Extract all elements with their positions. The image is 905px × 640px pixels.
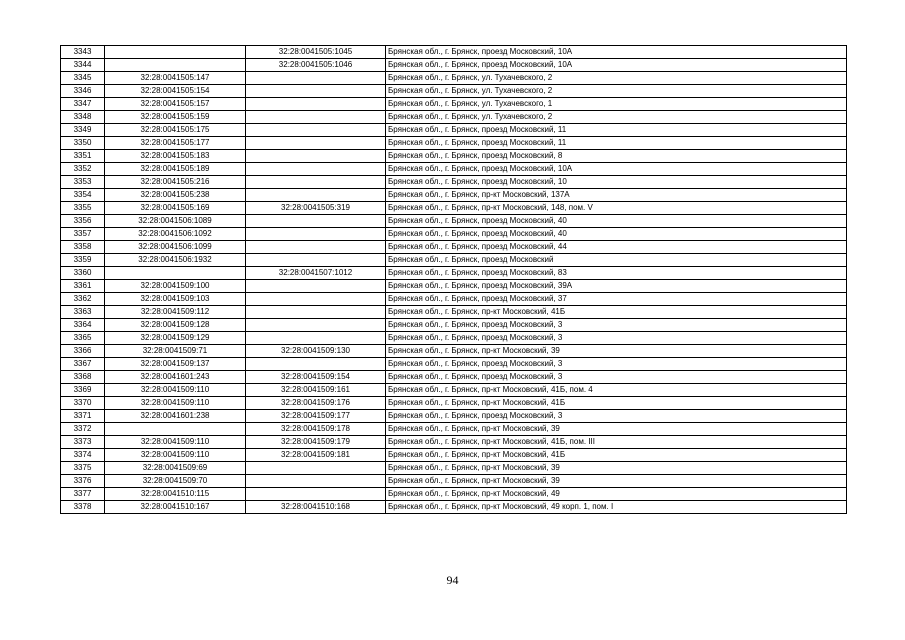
address-cell: Брянская обл., г. Брянск, проезд Московский, 40	[386, 215, 847, 228]
cadastral-number-cell: 32:28:0041509:100	[105, 280, 246, 293]
row-number-cell: 3355	[61, 202, 105, 215]
premises-cadastral-number-cell: 32:28:0041510:168	[246, 501, 386, 514]
cadastral-number-cell: 32:28:0041601:243	[105, 371, 246, 384]
premises-cadastral-number-cell	[246, 72, 386, 85]
address-cell: Брянская обл., г. Брянск, проезд Московский, 44	[386, 241, 847, 254]
row-number-cell: 3367	[61, 358, 105, 371]
address-cell: Брянская обл., г. Брянск, проезд Московский, 10	[386, 176, 847, 189]
table-row	[61, 384, 847, 397]
cadastral-number-cell: 32:28:0041506:1092	[105, 228, 246, 241]
table-row	[61, 410, 847, 423]
table-row	[61, 98, 847, 111]
row-number-cell: 3356	[61, 215, 105, 228]
premises-cadastral-number-cell	[246, 176, 386, 189]
cadastral-number-cell: 32:28:0041505:169	[105, 202, 246, 215]
premises-cadastral-number-cell	[246, 124, 386, 137]
table-row	[61, 501, 847, 514]
row-number-cell: 3366	[61, 345, 105, 358]
row-number-cell: 3357	[61, 228, 105, 241]
row-number-cell: 3369	[61, 384, 105, 397]
table-row	[61, 163, 847, 176]
address-cell: Брянская обл., г. Брянск, пр-кт Московский, 49	[386, 488, 847, 501]
cadastral-number-cell: 32:28:0041506:1932	[105, 254, 246, 267]
cadastral-number-cell: 32:28:0041505:159	[105, 111, 246, 124]
cadastral-number-cell: 32:28:0041505:147	[105, 72, 246, 85]
address-cell: Брянская обл., г. Брянск, проезд Московский, 10А	[386, 59, 847, 72]
premises-cadastral-number-cell: 32:28:0041505:319	[246, 202, 386, 215]
row-number-cell: 3376	[61, 475, 105, 488]
address-cell: Брянская обл., г. Брянск, проезд Московский, 10А	[386, 46, 847, 59]
address-cell: Брянская обл., г. Брянск, пр-кт Московский, 41Б, пом. 4	[386, 384, 847, 397]
table-row	[61, 202, 847, 215]
row-number-cell: 3346	[61, 85, 105, 98]
premises-cadastral-number-cell	[246, 150, 386, 163]
premises-cadastral-number-cell: 32:28:0041509:161	[246, 384, 386, 397]
table-row	[61, 462, 847, 475]
address-cell: Брянская обл., г. Брянск, проезд Московский, 3	[386, 358, 847, 371]
address-cell: Брянская обл., г. Брянск, ул. Тухачевского, 2	[386, 72, 847, 85]
row-number-cell: 3345	[61, 72, 105, 85]
table-row	[61, 59, 847, 72]
cadastral-number-cell	[105, 46, 246, 59]
table-row	[61, 85, 847, 98]
cadastral-table	[60, 45, 847, 514]
table-row	[61, 371, 847, 384]
cadastral-number-cell: 32:28:0041505:154	[105, 85, 246, 98]
table-row	[61, 111, 847, 124]
table-row	[61, 475, 847, 488]
cadastral-number-cell: 32:28:0041509:110	[105, 384, 246, 397]
row-number-cell: 3349	[61, 124, 105, 137]
premises-cadastral-number-cell	[246, 137, 386, 150]
premises-cadastral-number-cell	[246, 163, 386, 176]
address-cell: Брянская обл., г. Брянск, пр-кт Московский, 41Б	[386, 397, 847, 410]
table-row	[61, 280, 847, 293]
table-row	[61, 293, 847, 306]
premises-cadastral-number-cell	[246, 254, 386, 267]
cadastral-number-cell: 32:28:0041509:137	[105, 358, 246, 371]
address-cell: Брянская обл., г. Брянск, проезд Московский, 83	[386, 267, 847, 280]
address-cell: Брянская обл., г. Брянск, проезд Московский, 3	[386, 371, 847, 384]
table-row	[61, 124, 847, 137]
address-cell: Брянская обл., г. Брянск, проезд Московский, 3	[386, 410, 847, 423]
row-number-cell: 3344	[61, 59, 105, 72]
cadastral-number-cell: 32:28:0041505:183	[105, 150, 246, 163]
premises-cadastral-number-cell: 32:28:0041509:154	[246, 371, 386, 384]
premises-cadastral-number-cell: 32:28:0041509:179	[246, 436, 386, 449]
cadastral-number-cell: 32:28:0041509:110	[105, 449, 246, 462]
row-number-cell: 3365	[61, 332, 105, 345]
row-number-cell: 3371	[61, 410, 105, 423]
cadastral-number-cell: 32:28:0041506:1089	[105, 215, 246, 228]
address-cell: Брянская обл., г. Брянск, пр-кт Московский, 39	[386, 345, 847, 358]
premises-cadastral-number-cell: 32:28:0041505:1045	[246, 46, 386, 59]
cadastral-number-cell: 32:28:0041510:167	[105, 501, 246, 514]
cadastral-number-cell: 32:28:0041509:71	[105, 345, 246, 358]
cadastral-number-cell: 32:28:0041509:69	[105, 462, 246, 475]
cadastral-number-cell	[105, 423, 246, 436]
premises-cadastral-number-cell	[246, 85, 386, 98]
row-number-cell: 3343	[61, 46, 105, 59]
premises-cadastral-number-cell	[246, 189, 386, 202]
premises-cadastral-number-cell	[246, 306, 386, 319]
row-number-cell: 3374	[61, 449, 105, 462]
row-number-cell: 3378	[61, 501, 105, 514]
cadastral-number-cell: 32:28:0041505:157	[105, 98, 246, 111]
address-cell: Брянская обл., г. Брянск, пр-кт Московский, 39	[386, 475, 847, 488]
address-cell: Брянская обл., г. Брянск, пр-кт Московский, 148, пом. V	[386, 202, 847, 215]
cadastral-number-cell: 32:28:0041509:128	[105, 319, 246, 332]
table-row	[61, 397, 847, 410]
cadastral-number-cell: 32:28:0041505:177	[105, 137, 246, 150]
cadastral-number-cell	[105, 59, 246, 72]
table-row	[61, 306, 847, 319]
premises-cadastral-number-cell	[246, 332, 386, 345]
cadastral-number-cell: 32:28:0041505:216	[105, 176, 246, 189]
page-number: 94	[446, 573, 459, 587]
premises-cadastral-number-cell: 32:28:0041505:1046	[246, 59, 386, 72]
table-row	[61, 332, 847, 345]
premises-cadastral-number-cell: 32:28:0041509:130	[246, 345, 386, 358]
table-row	[61, 254, 847, 267]
cadastral-number-cell: 32:28:0041509:110	[105, 436, 246, 449]
row-number-cell: 3350	[61, 137, 105, 150]
address-cell: Брянская обл., г. Брянск, ул. Тухачевского, 2	[386, 85, 847, 98]
premises-cadastral-number-cell	[246, 319, 386, 332]
address-cell: Брянская обл., г. Брянск, пр-кт Московский, 49 корп. 1, пом. I	[386, 501, 847, 514]
row-number-cell: 3373	[61, 436, 105, 449]
row-number-cell: 3360	[61, 267, 105, 280]
row-number-cell: 3370	[61, 397, 105, 410]
cadastral-number-cell: 32:28:0041509:129	[105, 332, 246, 345]
table-row	[61, 488, 847, 501]
cadastral-number-cell: 32:28:0041509:110	[105, 397, 246, 410]
premises-cadastral-number-cell	[246, 475, 386, 488]
row-number-cell: 3362	[61, 293, 105, 306]
premises-cadastral-number-cell: 32:28:0041509:177	[246, 410, 386, 423]
row-number-cell: 3359	[61, 254, 105, 267]
row-number-cell: 3377	[61, 488, 105, 501]
premises-cadastral-number-cell	[246, 98, 386, 111]
table-row	[61, 150, 847, 163]
table-row	[61, 189, 847, 202]
row-number-cell: 3351	[61, 150, 105, 163]
table-row	[61, 176, 847, 189]
premises-cadastral-number-cell	[246, 228, 386, 241]
row-number-cell: 3348	[61, 111, 105, 124]
premises-cadastral-number-cell	[246, 111, 386, 124]
cadastral-number-cell: 32:28:0041505:238	[105, 189, 246, 202]
row-number-cell: 3368	[61, 371, 105, 384]
row-number-cell: 3347	[61, 98, 105, 111]
cadastral-number-cell: 32:28:0041509:70	[105, 475, 246, 488]
address-cell: Брянская обл., г. Брянск, пр-кт Московский, 39	[386, 462, 847, 475]
address-cell: Брянская обл., г. Брянск, проезд Московский, 11	[386, 137, 847, 150]
address-cell: Брянская обл., г. Брянск, проезд Московский, 8	[386, 150, 847, 163]
table-row	[61, 436, 847, 449]
row-number-cell: 3353	[61, 176, 105, 189]
premises-cadastral-number-cell	[246, 462, 386, 475]
address-cell: Брянская обл., г. Брянск, пр-кт Московский, 137А	[386, 189, 847, 202]
table-row	[61, 267, 847, 280]
table-row	[61, 241, 847, 254]
cadastral-number-cell: 32:28:0041510:115	[105, 488, 246, 501]
premises-cadastral-number-cell: 32:28:0041509:181	[246, 449, 386, 462]
premises-cadastral-number-cell: 32:28:0041507:1012	[246, 267, 386, 280]
row-number-cell: 3354	[61, 189, 105, 202]
address-cell: Брянская обл., г. Брянск, проезд Московский, 3	[386, 332, 847, 345]
premises-cadastral-number-cell	[246, 358, 386, 371]
address-cell: Брянская обл., г. Брянск, пр-кт Московский, 39	[386, 423, 847, 436]
address-cell: Брянская обл., г. Брянск, проезд Московский, 10А	[386, 163, 847, 176]
row-number-cell: 3372	[61, 423, 105, 436]
table-row	[61, 215, 847, 228]
address-cell: Брянская обл., г. Брянск, пр-кт Московский, 41Б	[386, 306, 847, 319]
address-cell: Брянская обл., г. Брянск, ул. Тухачевского, 2	[386, 111, 847, 124]
table-row	[61, 345, 847, 358]
address-cell: Брянская обл., г. Брянск, проезд Московский, 37	[386, 293, 847, 306]
cadastral-number-cell: 32:28:0041505:175	[105, 124, 246, 137]
premises-cadastral-number-cell: 32:28:0041509:178	[246, 423, 386, 436]
row-number-cell: 3375	[61, 462, 105, 475]
address-cell: Брянская обл., г. Брянск, проезд Московский, 11	[386, 124, 847, 137]
table-row	[61, 137, 847, 150]
address-cell: Брянская обл., г. Брянск, проезд Московский	[386, 254, 847, 267]
premises-cadastral-number-cell	[246, 215, 386, 228]
row-number-cell: 3352	[61, 163, 105, 176]
address-cell: Брянская обл., г. Брянск, пр-кт Московский, 41Б	[386, 449, 847, 462]
table-row	[61, 423, 847, 436]
address-cell: Брянская обл., г. Брянск, пр-кт Московский, 41Б, пом. III	[386, 436, 847, 449]
premises-cadastral-number-cell	[246, 241, 386, 254]
cadastral-number-cell: 32:28:0041601:238	[105, 410, 246, 423]
cadastral-number-cell: 32:28:0041505:189	[105, 163, 246, 176]
table-row	[61, 72, 847, 85]
table-row	[61, 358, 847, 371]
table-body	[61, 46, 847, 514]
row-number-cell: 3361	[61, 280, 105, 293]
address-cell: Брянская обл., г. Брянск, проезд Московский, 39А	[386, 280, 847, 293]
cadastral-number-cell	[105, 267, 246, 280]
premises-cadastral-number-cell: 32:28:0041509:176	[246, 397, 386, 410]
table-row	[61, 449, 847, 462]
table-row	[61, 46, 847, 59]
cadastral-number-cell: 32:28:0041506:1099	[105, 241, 246, 254]
premises-cadastral-number-cell	[246, 280, 386, 293]
cadastral-number-cell: 32:28:0041509:112	[105, 306, 246, 319]
table-row	[61, 319, 847, 332]
row-number-cell: 3363	[61, 306, 105, 319]
premises-cadastral-number-cell	[246, 293, 386, 306]
address-cell: Брянская обл., г. Брянск, проезд Московский, 3	[386, 319, 847, 332]
cadastral-number-cell: 32:28:0041509:103	[105, 293, 246, 306]
address-cell: Брянская обл., г. Брянск, проезд Московский, 40	[386, 228, 847, 241]
row-number-cell: 3364	[61, 319, 105, 332]
address-cell: Брянская обл., г. Брянск, ул. Тухачевского, 1	[386, 98, 847, 111]
table-row	[61, 228, 847, 241]
premises-cadastral-number-cell	[246, 488, 386, 501]
row-number-cell: 3358	[61, 241, 105, 254]
